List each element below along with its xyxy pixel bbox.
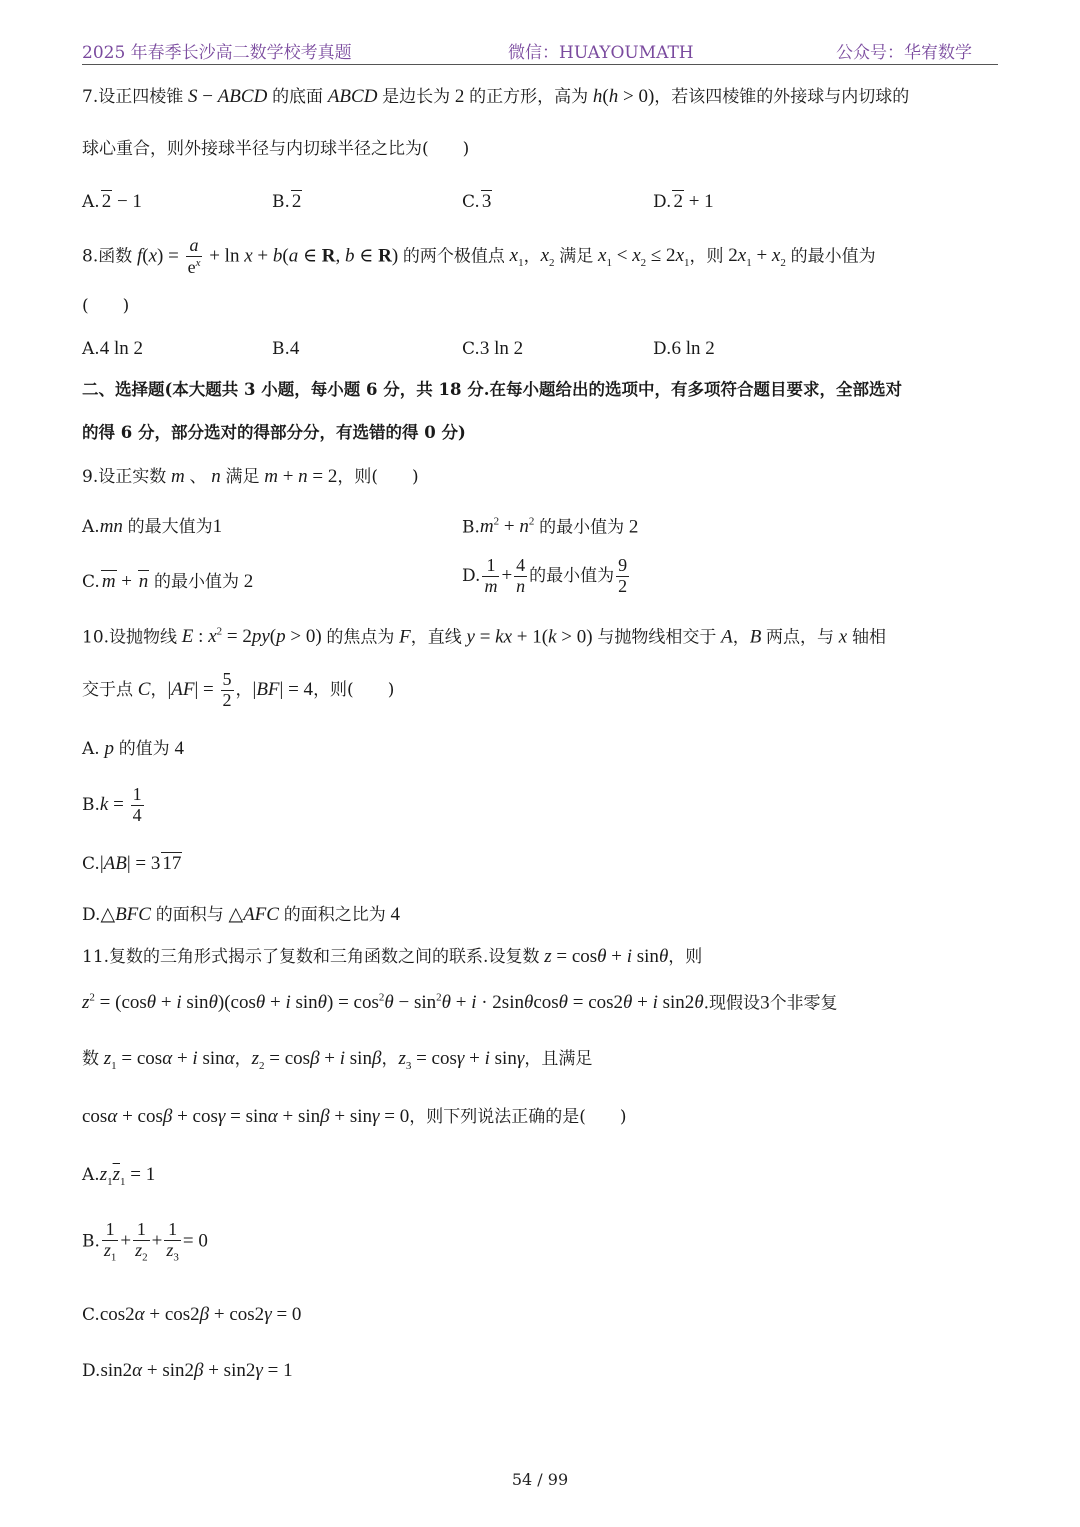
q11-option-a[interactable]: $A.z_1\overline{z}_1 = 1$ <box>82 1164 156 1188</box>
q10-stem-line2: 交于点 C，|AF| = $\frac{5}{2}$ ，|BF| = 4，则( ) <box>82 669 395 710</box>
q11-stem-line1: 11.复数的三角形式揭示了复数和三角函数之间的联系.设复数 z = cosθ + i sinθ，则 <box>82 946 703 967</box>
q11-option-c[interactable]: C.cos2α + cos2β + cos2γ = 0 <box>82 1304 302 1325</box>
q9-stem: 9.设正实数 m 、 n 满足 m + n = 2，则( ) <box>82 466 419 487</box>
q9-option-c[interactable]: C. m + n 的最小值为 2 <box>82 571 254 592</box>
q7-stem-line1: 7.设正四棱锥 S − ABCD 的底面 ABCD 是边长为 2 的正方形，高为 h(h > 0)，若该四棱锥的外接球与内切球的 <box>82 86 910 107</box>
q8-option-d[interactable]: D.6 ln 2 <box>653 338 715 359</box>
section2-heading-line2: 的得 6 分，部分选对的得部分分，有选错的得 0 分) <box>82 423 466 442</box>
q10-option-d[interactable]: D.△BFC 的面积与 △AFC 的面积之比为 4 <box>82 904 400 925</box>
q9-option-b[interactable]: $B.m^2 + n^2$ 的最小值为 2 <box>462 516 639 538</box>
q11-option-b[interactable]: B. $\frac{1}{z_1}$ + $\frac{1}{z_2}$ + $\frac{1}{z_3}$ = 0 <box>82 1219 208 1264</box>
q8-option-a[interactable]: A.4 ln 2 <box>82 338 143 359</box>
q7-option-a[interactable]: A. 2 − 1 <box>82 191 142 212</box>
q8-stem-line2: ( ) <box>82 296 130 316</box>
q8-option-b[interactable]: B.4 <box>272 338 300 359</box>
header-wechat: 微信：HUAYOUMATH <box>508 43 694 63</box>
q10-option-a[interactable]: A. p 的值为 4 <box>82 738 184 759</box>
section2-heading-line1: 二、选择题(本大题共 3 小题，每小题 6 分，共 18 分.在每小题给出的选项中，有多项符合题目要求，全部选对 <box>82 380 902 399</box>
q10-option-c[interactable]: C.|AB| = 3 17 <box>82 853 182 874</box>
q9-option-a[interactable]: A.mn 的最大值为1 <box>82 516 223 537</box>
q7-option-d[interactable]: D. 2 + 1 <box>653 191 714 212</box>
q8-option-c[interactable]: C.3 ln 2 <box>462 338 524 359</box>
page-number: 54 / 99 <box>511 1470 569 1489</box>
q7-stem-line2: 球心重合，则外接球半径与内切球半径之比为( ) <box>82 139 470 159</box>
q10-stem-line1: 10.设抛物线 E : $x^2 = 2py(p > 0)$ 的焦点为 F，直线 y = kx + 1(k > 0) 与抛物线相交于 A，B 两点，与 x 轴相 <box>82 626 886 648</box>
q11-option-d[interactable]: D.sin2α + sin2β + sin2γ = 1 <box>82 1360 293 1381</box>
q7-option-b[interactable]: B. 2 <box>272 191 302 212</box>
q8-stem-line1: 8.函数 f(x) = $\frac{a}{e^x}$ + ln x + b(a ∈ R, b ∈ R) 的两个极值点 $x_1$，$x_2$ 满足 $x_1 < x_2 \le 2x_1$，则 $2x_1 + x_2$ 的最小值为 <box>82 235 876 277</box>
header-account: 公众号：华宥数学 <box>836 43 972 63</box>
q9-option-d[interactable]: D. $\frac{1}{m}$ + $\frac{4}{n}$ 的最小值为 $\frac{9}{2}$ <box>462 555 628 596</box>
header-title: 2025 年春季长沙高二数学校考真题 <box>82 43 352 63</box>
header-divider <box>82 64 998 65</box>
q11-stem-line3: 数 $z_1 = \cos\alpha + i$ sinα，$z_2 = \cos\beta + i$ sinβ，$z_3 = \cos\gamma + i$ sinγ，且满足 <box>82 1048 593 1072</box>
q11-stem-line4: cosα + cosβ + cosγ = sinα + sinβ + sinγ = 0，则下列说法正确的是( ) <box>82 1106 627 1127</box>
q7-option-c[interactable]: C. 3 <box>462 191 492 212</box>
q11-stem-line2: $z^2 = (\cos\theta + i$ sinθ)(cosθ + i $\sin\theta) = \cos^2\theta - \sin^2\theta + i \cdot 2\sin\theta\cos\theta = \cos 2\theta + i$ sin2θ.现假设3个非零复 <box>82 992 838 1014</box>
q10-option-b[interactable]: B.k = $\frac{1}{4}$ <box>82 784 142 825</box>
